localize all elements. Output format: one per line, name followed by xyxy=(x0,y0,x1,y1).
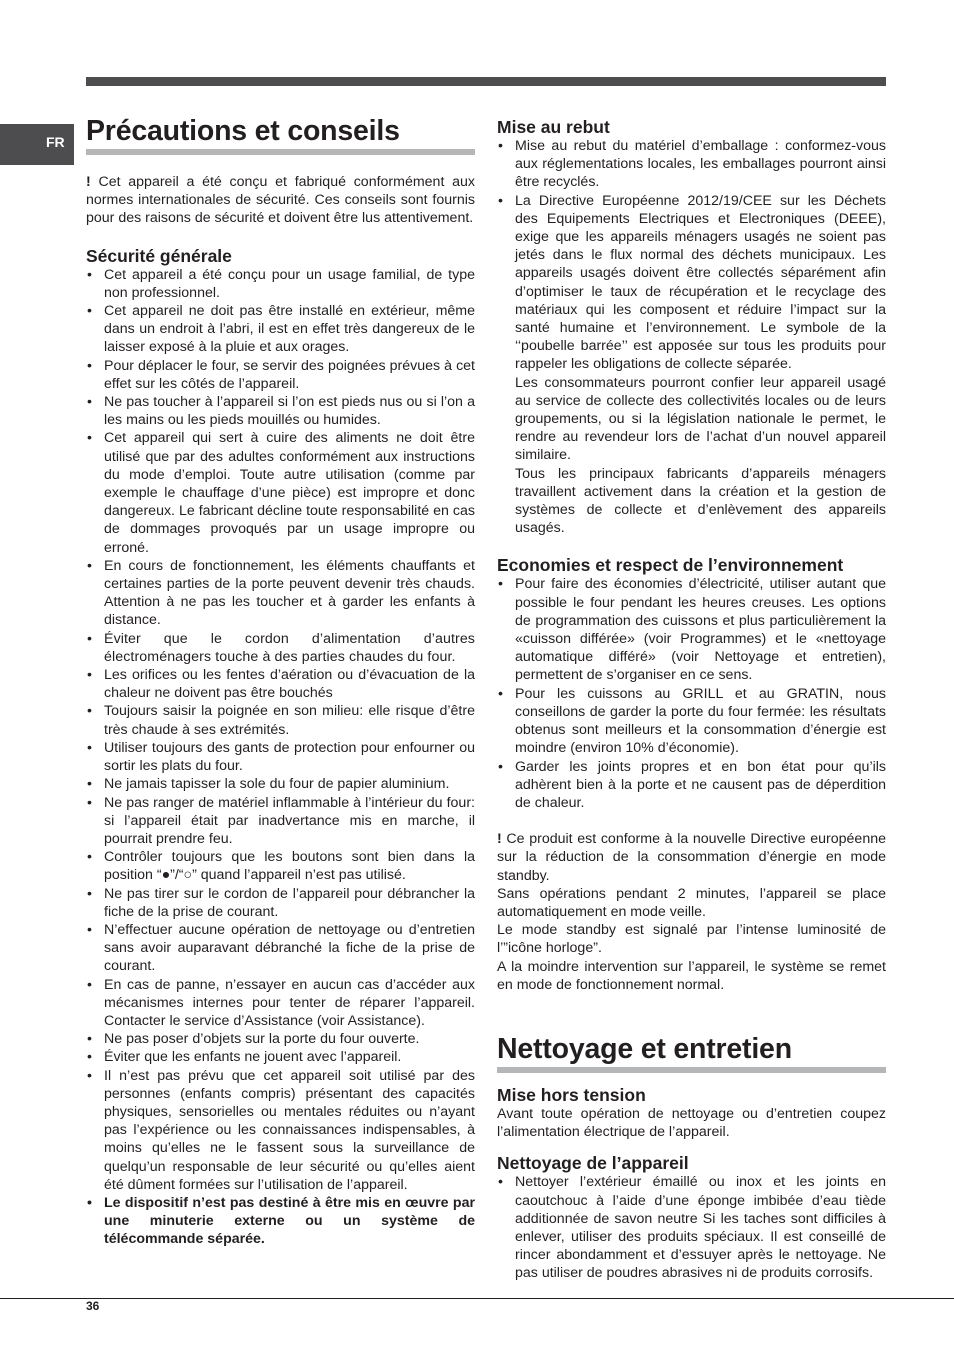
list-item: • Garder les joints propres et en bon état pour qu’ils adhèrent bien à la porte et ne causent pas de déperdition de chaleur. xyxy=(497,758,886,813)
list-item: • Cet appareil qui sert à cuire des aliments ne doit être utilisé que par des adultes conformément aux instructions du mode d’emploi. Toute autre utilisation (comme par exemple le chauffage d’une pièce) est impropre et donc dangereux. Le fabricant décline toute responsabilité en cas de dommages provoqués par un usage impropre ou erroné. xyxy=(86,429,475,556)
list-item: • Toujours saisir la poignée en son milieu: elle risque d’être très chaude à ses extrémités. xyxy=(86,702,475,738)
left-column xyxy=(86,114,475,1249)
language-label: FR xyxy=(46,134,65,150)
list-item: • Nettoyer l’extérieur émaillé ou inox et les joints en caoutchouc à l’aide d’une éponge imbibée d’eau tiède additionnée de savon neutre Si les taches sont difficiles à enlever, utiliser des produits spéciaux. Il est conseillé de rincer abondamment et d’essuyer après le nettoyage. Ne pas utiliser de poudres abrasives ni de produits corrosifs. xyxy=(497,1173,886,1282)
page-number: 36 xyxy=(86,1299,100,1313)
list-item-continuation: Les consommateurs pourront confier leur appareil usagé au service de collecte des collectivités locales ou de leurs groupements, ou si la législation nationale le permet, le rendre au revendeur lors de l’achat d’un nouvel appareil similaire. xyxy=(515,374,886,464)
header-bar xyxy=(86,77,886,86)
list-item: • Ne pas ranger de matériel inflammable à l’intérieur du four: si l’appareil était par inadvertance mis en marche, il pourrait prendre feu. xyxy=(86,794,475,849)
standby-text-1: Ce produit est conforme à la nouvelle Directive européenne sur la réduction de la consommation d’énergie en mode standby. xyxy=(497,831,886,884)
securite-heading: Sécurité générale xyxy=(86,245,232,266)
standby-text-3: Le mode standby est signalé par l’intense luminosité de l’”icône horloge”. xyxy=(497,922,886,957)
list-item: • Contrôler toujours que les boutons sont bien dans la position “●”/“○” quand l’appareil n’est pas utilisé. xyxy=(86,848,475,884)
list-item: • En cours de fonctionnement, les éléments chauffants et certaines parties de la porte peuvent devenir très chauds. Attention à ne pas les toucher et à garder les enfants à distance. xyxy=(86,557,475,630)
economies-list xyxy=(497,575,886,812)
economies-heading: Economies et respect de l’environnement xyxy=(497,555,844,576)
right-column xyxy=(497,117,886,1283)
list-item: • Pour déplacer le four, se servir des poignées prévues à cet effet sur les côtés de l’appareil. xyxy=(86,357,475,393)
rebut-heading: Mise au rebut xyxy=(497,117,610,137)
hors-tension-heading: Mise hors tension xyxy=(497,1084,646,1105)
warning-mark: ! xyxy=(86,174,91,190)
standby-text-4: A la moindre intervention sur l’appareil, le système se remet en mode de fonctionnement normal. xyxy=(497,958,886,993)
list-item-continuation: Tous les principaux fabricants d’appareils ménagers travaillent activement dans la création et la gestion de systèmes de collecte et d’enlèvement des appareils usagés. xyxy=(515,465,886,537)
list-item: • La Directive Européenne 2012/19/CEE sur les Déchets des Equipements Electriques et Electroniques (DEEE), exige que les appareils ménagers usagés ne soient pas jetés dans le flux normal des déchets municipaux. Les appareils usagés doivent être collectés séparément afin d’optimiser le taux de récupération et le recyclage des matériaux qui les composent et réduire l’impact sur la santé humaine et l’environnement. Le symbole de la ‘‘poubelle barrée’’ est apposée sur tous les produits pour rappeler les obligations de collecte séparée. xyxy=(497,192,886,374)
warning-mark: ! xyxy=(497,831,502,848)
list-item: • Ne pas toucher à l’appareil si l’on est pieds nus ou si l’on a les mains ou les pieds mouillés ou humides. xyxy=(86,393,475,429)
list-item: • En cas de panne, n’essayer en aucun cas d’accéder aux mécanismes internes pour tenter de réparer l’appareil. Contacter le service d’Assistance (voir Assistance). xyxy=(86,976,475,1031)
list-item: • Pour faire des économies d’électricité, utiliser autant que possible le four pendant les heures creuses. Les options de programmation des cuissons et plus particulièrement la «cuisson différée» (voir Programmes) et le «nettoyage automatique différé» (voir Nettoyage et entretien), permettent de s’organiser en ce sens. xyxy=(497,575,886,684)
list-item: • Le dispositif n’est pas destiné à être mis en œuvre par une minuterie externe ou un système de télécommande séparée. xyxy=(86,1194,475,1249)
standby-text-2: Sans opérations pendant 2 minutes, l’appareil se place automatiquement en mode veille. xyxy=(497,885,886,920)
nettoyage-appareil-heading: Nettoyage de l’appareil xyxy=(497,1153,689,1174)
list-item: • N’effectuer aucune opération de nettoyage ou d’entretien sans avoir auparavant débranché la fiche de la prise de courant. xyxy=(86,921,475,976)
list-item: • Utiliser toujours des gants de protection pour enfourner ou sortir les plats du four. xyxy=(86,739,475,775)
nettoyage-title: Nettoyage et entretien xyxy=(497,1032,886,1073)
list-item: • Les orifices ou les fentes d’aération ou d’évacuation de la chaleur ne doivent pas être bouchés xyxy=(86,666,475,702)
list-item: • Mise au rebut du matériel d’emballage : conformez-vous aux réglementations locales, les emballages pourront ainsi être recyclés. xyxy=(497,137,886,192)
list-item: • Il n’est pas prévu que cet appareil soit utilisé par des personnes (enfants compris) présentant des capacités physiques, sensorielles ou mentales réduites ou n’ayant pas l’expérience ou les connaissances indispensables, à moins qu’elles ne le fassent sous la surveillance de quelqu’un responsable de leur sécurité ou qu’elles aient été dûment formées sur l’utilisation de l’appareil. xyxy=(86,1067,475,1194)
list-item: • Cet appareil a été conçu pour un usage familial, de type non professionnel. xyxy=(86,266,475,302)
list-item: • Pour les cuissons au GRILL et au GRATIN, nous conseillons de garder la porte du four fermée: les résultats obtenus sont meilleurs et la consommation d’énergie est moindre (environ 10% d’économie). xyxy=(497,685,886,758)
securite-list xyxy=(86,266,475,1249)
list-item: • Éviter que les enfants ne jouent avec l’appareil. xyxy=(86,1048,475,1066)
list-item: • Ne pas poser d’objets sur la porte du four ouverte. xyxy=(86,1030,475,1048)
hors-tension-text: Avant toute opération de nettoyage ou d’entretien coupez l’alimentation électrique de l’appareil. xyxy=(497,1105,886,1141)
standby-paragraph xyxy=(497,830,886,885)
list-item: • Ne pas tirer sur le cordon de l’appareil pour débrancher la fiche de la prise de courant. xyxy=(86,885,475,921)
rebut-list xyxy=(497,137,886,537)
list-item: • Ne jamais tapisser la sole du four de papier aluminium. xyxy=(86,775,475,793)
intro-text: Cet appareil a été conçu et fabriqué conformément aux normes internationales de sécurité. Ces conseils sont fournis pour des raisons de sécurité et doivent être lus attentivement. xyxy=(86,174,475,227)
precautions-title: Précautions et conseils xyxy=(86,114,475,155)
list-item: • Cet appareil ne doit pas être installé en extérieur, même dans un endroit à l’abri, il est en effet très dangereux de le laisser exposé à la pluie et aux orages. xyxy=(86,302,475,357)
list-item: • Éviter que le cordon d’alimentation d’autres électroménagers touche à des parties chaudes du four. xyxy=(86,630,475,666)
nettoyage-list xyxy=(497,1173,886,1282)
language-tab xyxy=(0,124,74,165)
footer-rule xyxy=(0,1298,954,1299)
intro-paragraph xyxy=(86,173,475,228)
